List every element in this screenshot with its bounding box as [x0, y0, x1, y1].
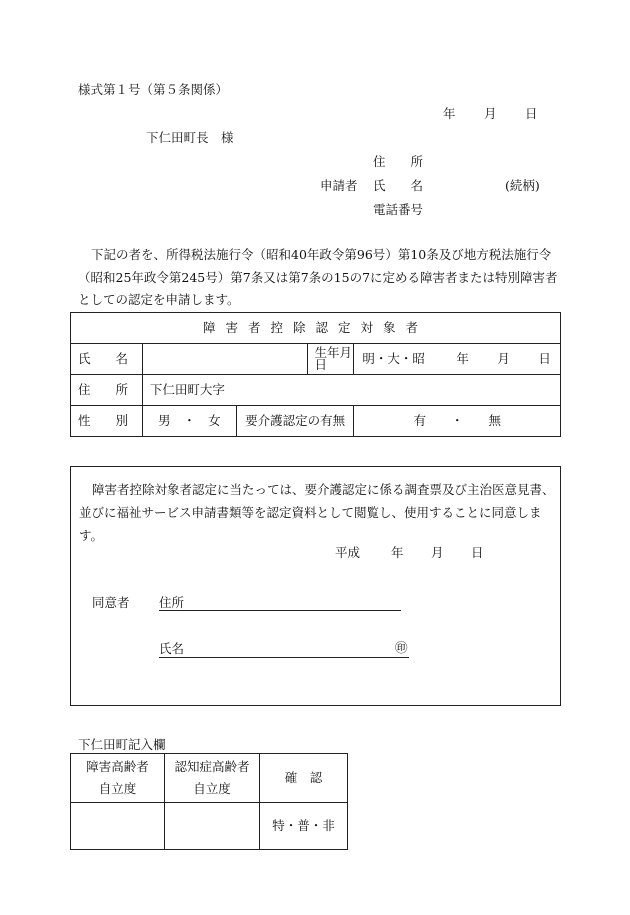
birth-month-label: 月 [497, 351, 510, 366]
consent-era: 平成 [335, 545, 361, 560]
date-month-label: 月 [484, 106, 497, 121]
name-value-cell[interactable] [142, 344, 307, 375]
birth-label: 生年月日 [307, 344, 354, 375]
disability-independence-cell[interactable] [71, 803, 165, 850]
birth-value-cell[interactable] [354, 344, 561, 375]
sex-label: 性 別 [71, 406, 143, 437]
confirm-options[interactable]: 特・普・非 [260, 803, 348, 850]
sex-options[interactable]: 男 ・ 女 [142, 406, 236, 437]
office-table [70, 753, 348, 850]
target-person-table [70, 312, 561, 437]
consenter-label: 同意者 [92, 595, 130, 610]
era-options: 明・大・昭 [362, 351, 425, 366]
confirm-header: 確 認 [260, 754, 348, 803]
consent-month-label: 月 [431, 545, 444, 560]
form-number: 様式第１号（第５条関係） [78, 82, 229, 97]
table-title: 障害者控除認定対象者 [71, 313, 561, 344]
name-label: 氏 名 [71, 344, 143, 375]
applicant-relation-label: (続柄) [505, 178, 540, 193]
applicant-label: 申請者 [320, 178, 358, 193]
consent-address-line[interactable] [159, 610, 401, 611]
applicant-name-label: 氏 名 [373, 178, 424, 193]
seal-mark: ㊞ [395, 640, 408, 655]
address-label: 住 所 [71, 375, 143, 406]
consent-address-label: 住所 [159, 595, 185, 610]
date-year-label: 年 [443, 106, 456, 121]
consent-year-label: 年 [391, 545, 404, 560]
care-label: 要介護認定の有無 [236, 406, 354, 437]
consent-name-label: 氏名 [159, 641, 185, 656]
request-text: 下記の者を、所得税法施行令（昭和40年政令第96号）第10条及び地方税法施行令（昭和25年政令第245号）第7条又は第7条の15の7に定める障害者または特別障害者としての認定を申請します。 [78, 247, 558, 307]
care-options[interactable]: 有 ・ 無 [354, 406, 561, 437]
birth-year-label: 年 [456, 351, 469, 366]
disability-independence-line2: 自立度 [98, 781, 137, 796]
disability-independence-header [71, 754, 165, 803]
office-title: 下仁田町記入欄 [78, 737, 166, 752]
applicant-phone-label: 電話番号 [373, 202, 424, 217]
consent-box [70, 466, 561, 706]
addressee: 下仁田町長 様 [146, 130, 234, 145]
date-day-label: 日 [525, 106, 538, 121]
birth-day-label: 日 [538, 351, 551, 366]
consent-text: 障害者控除対象者認定に当たっては、要介護認定に係る調査票及び主治医意見書、並びに福祉サービス申請書類等を認定資料として閲覧し、使用することに同意します。 [79, 482, 555, 543]
dementia-independence-header [165, 754, 260, 803]
consent-day-label: 日 [471, 545, 484, 560]
applicant-address-label: 住 所 [373, 154, 424, 169]
address-value[interactable]: 下仁田町大字 [142, 375, 560, 406]
dementia-independence-line1: 認知症高齢者 [174, 759, 250, 774]
disability-independence-line1: 障害高齢者 [86, 759, 149, 774]
dementia-independence-line2: 自立度 [193, 781, 231, 796]
dementia-independence-cell[interactable] [165, 803, 260, 850]
consent-name-line[interactable] [159, 657, 409, 658]
